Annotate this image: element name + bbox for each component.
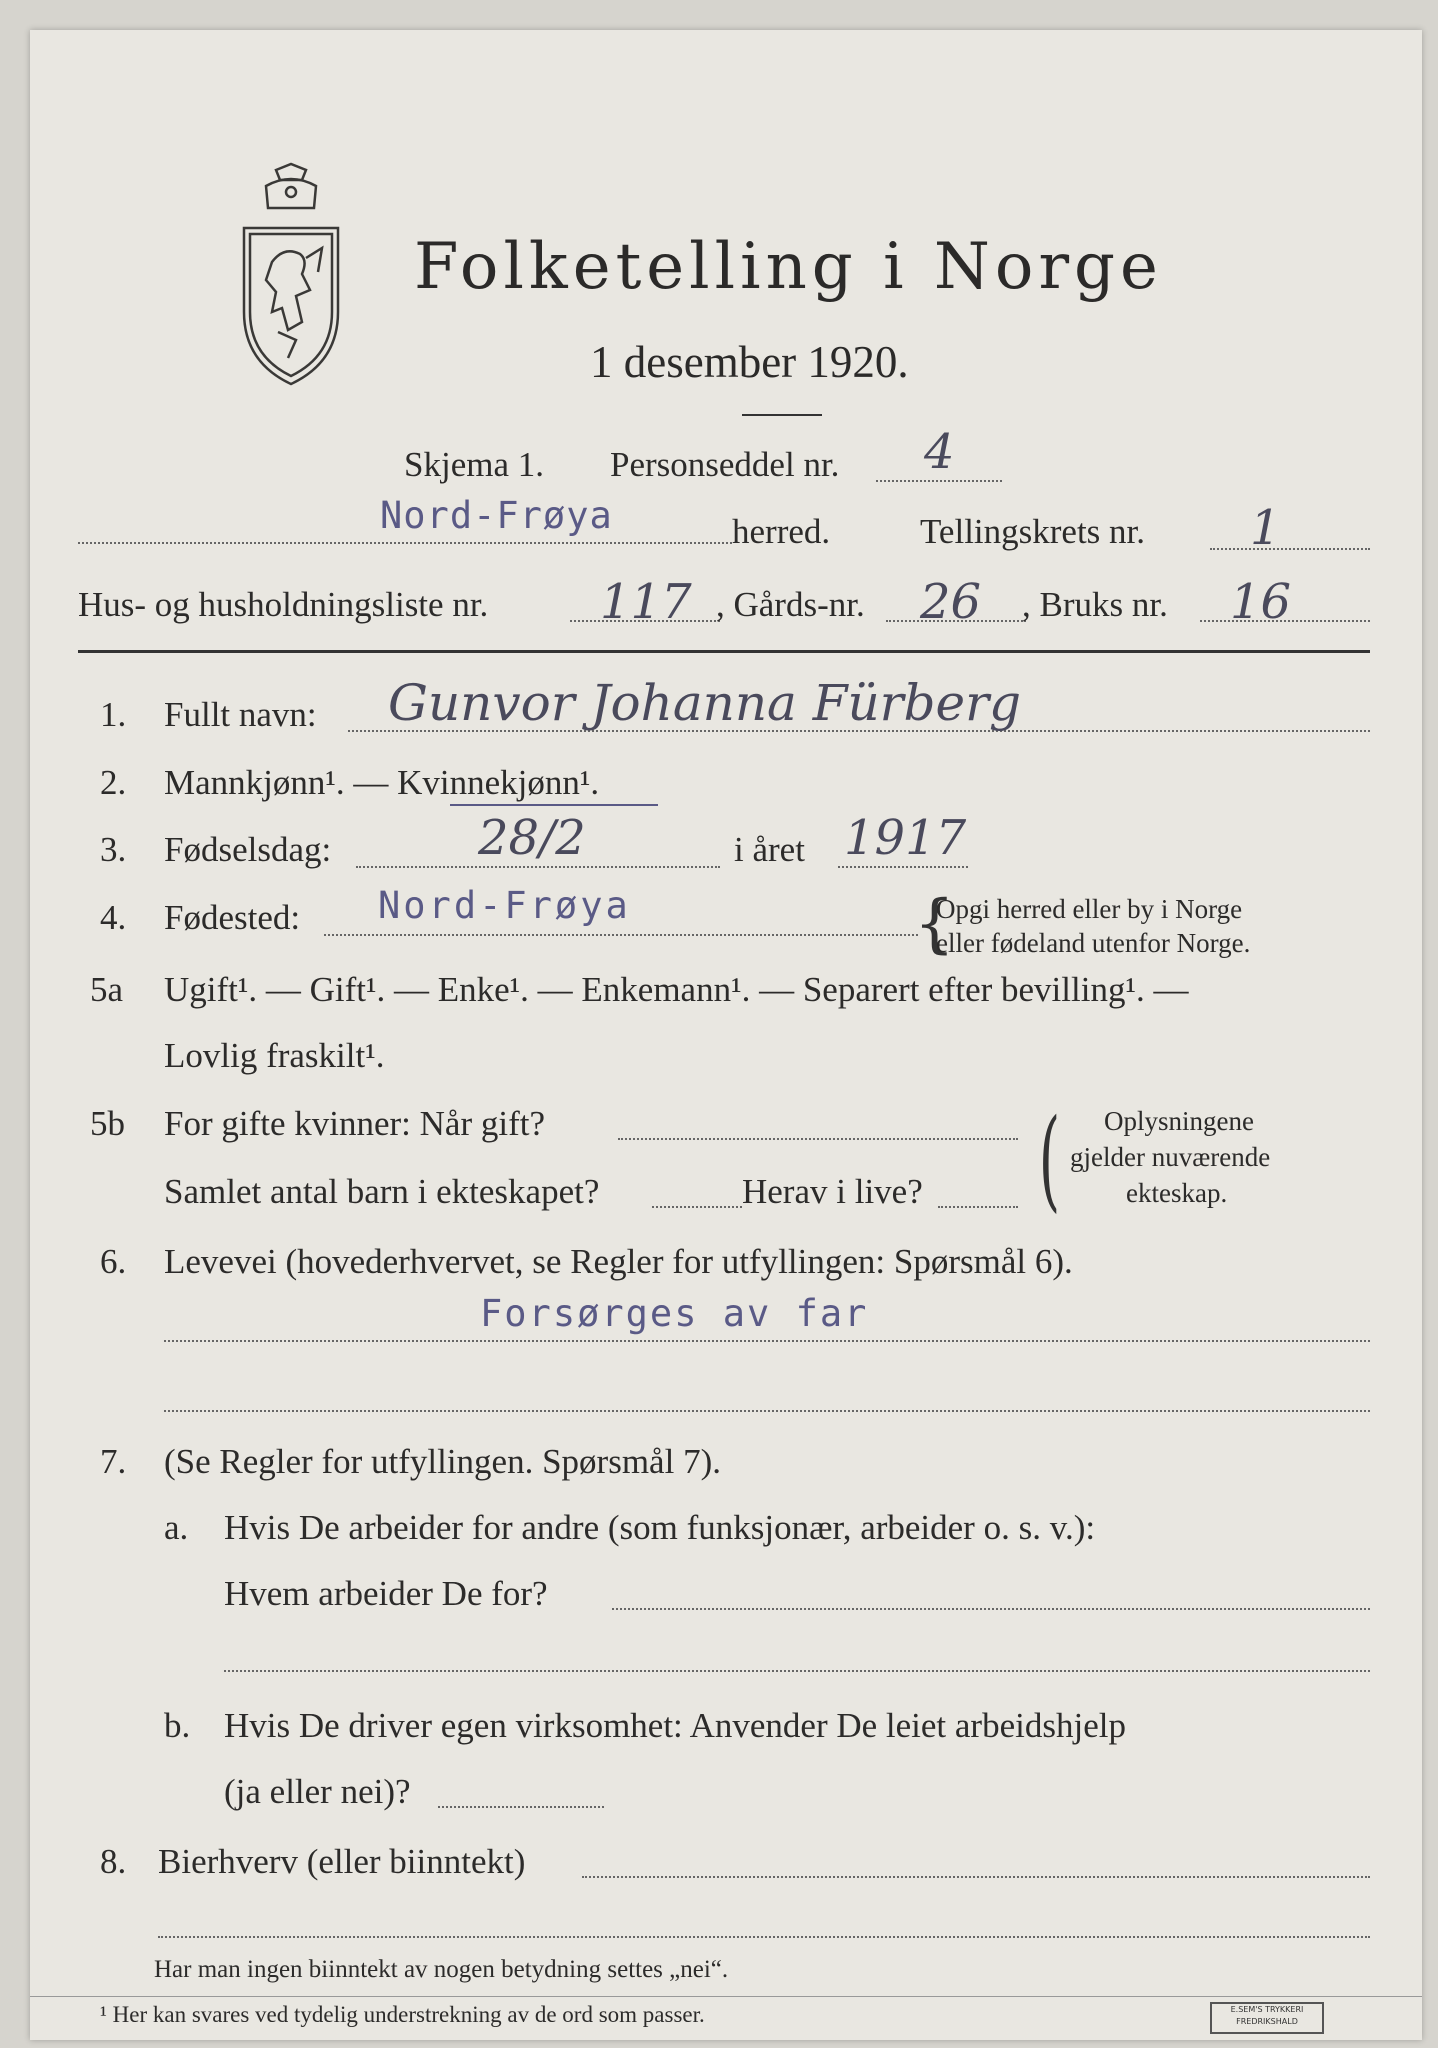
q4-label: Fødested: — [164, 898, 301, 937]
q6-label: Levevei (hovederhvervet, se Regler for utfyllingen: Spørsmål 6). — [164, 1242, 1073, 1281]
show-through-text — [510, 92, 517, 123]
q3-birth-year[interactable]: 1917 — [844, 810, 967, 866]
q2-number: 2. — [100, 763, 127, 802]
q7b-answer-line — [438, 1806, 604, 1808]
q7b-letter: b. — [164, 1706, 191, 1745]
footer-rule — [30, 1996, 1422, 1997]
herred-line — [78, 542, 732, 544]
q4-line — [324, 934, 918, 936]
footer-note: Har man ingen biinntekt av nogen betydning settes „nei“. — [154, 1956, 729, 1983]
q5b-label-3: Herav i live? — [742, 1172, 923, 1211]
q1-number: 1. — [100, 695, 127, 734]
q3-number: 3. — [100, 830, 127, 869]
q4-birthplace[interactable]: Nord-Frøya — [378, 884, 631, 927]
q5b-label-1: For gifte kvinner: Når gift? — [164, 1104, 546, 1143]
personseddel-label: Personseddel nr. — [610, 445, 840, 484]
personseddel-value[interactable]: 4 — [924, 424, 955, 480]
footnote: ¹ Her kan svares ved tydelig understrekning av de ord som passer. — [100, 2002, 705, 2027]
q6-line-1 — [164, 1340, 1370, 1342]
census-form-page — [30, 30, 1422, 2040]
q5a-line-2: Lovlig fraskilt¹. — [164, 1036, 385, 1075]
bruks-label: , Bruks nr. — [1022, 585, 1168, 624]
q7a-letter: a. — [164, 1508, 189, 1547]
hus-label: Hus- og husholdningsliste nr. — [78, 585, 489, 624]
tellingskrets-line — [1210, 548, 1370, 550]
q5b-married-line — [618, 1138, 1018, 1140]
q6-line-2 — [164, 1410, 1370, 1412]
q3-year-line — [838, 866, 968, 868]
coat-of-arms-icon — [236, 162, 346, 392]
q3-birth-date[interactable]: 28/2 — [478, 810, 586, 866]
q8-number: 8. — [100, 1842, 127, 1881]
form-title: Folketelling i Norge — [414, 230, 1163, 304]
q6-number: 6. — [100, 1242, 127, 1281]
q2-gender: Mannkjønn¹. — Kvinnekjønn¹. — [164, 763, 600, 802]
q8-line — [582, 1876, 1370, 1878]
q5a-number: 5a — [90, 970, 124, 1009]
tellingskrets-value[interactable]: 1 — [1250, 500, 1281, 556]
q5b-alive-line — [938, 1206, 1018, 1208]
title-divider — [742, 414, 822, 416]
q7b-line-1: Hvis De driver egen virksomhet: Anvender De leiet arbeidshjelp — [224, 1706, 1126, 1745]
q5a-line-1: Ugift¹. — Gift¹. — Enke¹. — Enkemann¹. — Separert efter bevilling¹. — — [164, 970, 1189, 1009]
q3-date-line — [356, 866, 720, 868]
q2-underline-kvinnekjonn — [450, 804, 658, 806]
q7a-line-1: Hvis De arbeider for andre (som funksjonær, arbeider o. s. v.): — [224, 1508, 1096, 1547]
q4-brace: { — [914, 887, 955, 961]
q7-label: (Se Regler for utfyllingen. Spørsmål 7). — [164, 1442, 721, 1481]
q5b-label-2: Samlet antal barn i ekteskapet? — [164, 1172, 600, 1211]
q3-label: Fødselsdag: — [164, 830, 332, 869]
q5b-children-line — [652, 1206, 742, 1208]
q4-note-1: Opgi herred eller by i Norge — [936, 894, 1243, 924]
gards-value[interactable]: 26 — [920, 574, 982, 630]
q5b-note-3: ekteskap. — [1126, 1178, 1228, 1208]
q8-line-2 — [158, 1936, 1370, 1938]
q1-full-name[interactable]: Gunvor Johanna Fürberg — [388, 674, 1022, 732]
herred-value[interactable]: Nord-Frøya — [380, 494, 613, 537]
personseddel-line — [876, 480, 1002, 482]
q7a-employer-line — [612, 1608, 1370, 1610]
q8-label: Bierhverv (eller biinntekt) — [158, 1842, 526, 1881]
bruks-value[interactable]: 16 — [1230, 574, 1292, 630]
q5b-number: 5b — [90, 1104, 125, 1143]
printer-mark: E.SEM'S TRYKKERI FREDRIKSHALD — [1210, 2002, 1324, 2034]
census-date: 1 desember 1920. — [590, 337, 909, 387]
tellingskrets-label: Tellingskrets nr. — [920, 512, 1146, 551]
header-rule — [78, 650, 1370, 653]
q4-note-2: eller fødeland utenfor Norge. — [936, 928, 1251, 958]
q5b-brace: ( — [1038, 1095, 1061, 1223]
skjema-label: Skjema 1. — [404, 445, 544, 484]
q5b-note-1: Oplysningene — [1104, 1106, 1254, 1136]
q7a-line-2: Hvem arbeider De for? — [224, 1574, 548, 1613]
q7-number: 7. — [100, 1442, 127, 1481]
q4-number: 4. — [100, 898, 127, 937]
q5b-note-2: gjelder nuværende — [1070, 1142, 1271, 1172]
hus-value[interactable]: 117 — [600, 574, 692, 630]
q3-year-label: i året — [734, 830, 805, 869]
gards-label: , Gårds-nr. — [716, 585, 865, 624]
q6-livelihood[interactable]: Forsørges av far — [480, 1292, 869, 1335]
q1-label: Fullt navn: — [164, 695, 317, 734]
herred-label: herred. — [732, 512, 831, 551]
q7b-line-2: (ja eller nei)? — [224, 1772, 411, 1811]
q7a-employer-line-2 — [224, 1670, 1370, 1672]
